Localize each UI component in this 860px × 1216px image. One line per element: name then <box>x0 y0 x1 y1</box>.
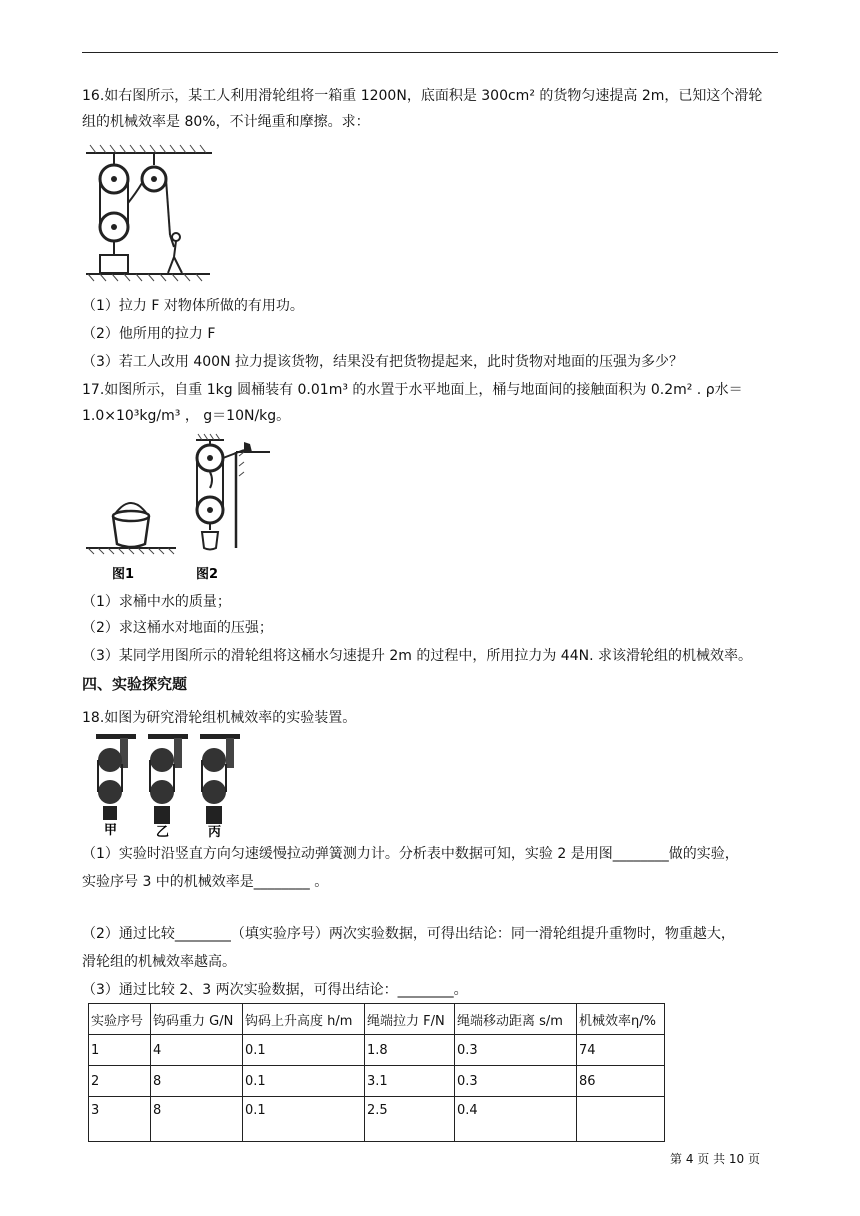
section4-title: 四、实验探究题 <box>82 675 188 693</box>
q17-sub2: （2）求这桶水对地面的压强； <box>82 620 273 636</box>
table-cell: 1 <box>89 1035 151 1066</box>
header-rule <box>82 52 778 53</box>
header-trial-no: 实验序号 <box>89 1004 151 1035</box>
table-cell: 2.5 <box>365 1097 455 1142</box>
table-cell: 1.8 <box>365 1035 455 1066</box>
q18-stem: 18.如图为研究滑轮组机械效率的实验装置。 <box>82 710 357 726</box>
experiment-data-table <box>88 1003 665 1142</box>
q17-fig1-label: 图1 <box>112 567 135 582</box>
q18-sub1-line1: （1）实验时沿竖直方向匀速缓慢拉动弹簧测力计。分析表中数据可知，实验 2 是用图________做的实验， <box>82 846 739 862</box>
q18-sub2-line1: （2）通过比较________（填实验序号）两次实验数据，可得出结论：同一滑轮组提升重物时，物重越大， <box>82 926 735 942</box>
table-cell: 86 <box>577 1066 665 1097</box>
q16-sub1: （1）拉力 F 对物体所做的有用功。 <box>82 298 304 314</box>
q17-sub3: （3）某同学用图所示的滑轮组将这桶水匀速提升 2m 的过程中，所用拉力为 44N. 求该滑轮组的机械效率。 <box>82 648 752 664</box>
q17-figures <box>84 432 274 584</box>
q17-fig2-label: 图2 <box>196 567 219 582</box>
q18-apparatus-figure <box>90 730 250 838</box>
header-pull-force: 绳端拉力 F/N <box>365 1004 455 1035</box>
table-cell: 3 <box>89 1097 151 1142</box>
table-cell: 0.4 <box>455 1097 577 1142</box>
q18-sub1-line2: 实验序号 3 中的机械效率是________ 。 <box>82 874 329 890</box>
table-row <box>89 1066 665 1097</box>
q17-stem-line2: 1.0×10³kg/m³ ， g＝10N/kg。 <box>82 408 291 424</box>
table-cell: 0.1 <box>243 1097 365 1142</box>
table-cell: 0.3 <box>455 1066 577 1097</box>
header-weight: 钩码重力 G/N <box>151 1004 243 1035</box>
table-cell: 2 <box>89 1066 151 1097</box>
apparatus-jia <box>96 734 136 838</box>
table-cell: 8 <box>151 1066 243 1097</box>
q17-stem-line1: 17.如图所示，自重 1kg 圆桶装有 0.01m³ 的水置于水平地面上，桶与地面间的接触面积为 0.2m² . ρ水＝ <box>82 382 743 398</box>
header-height: 钩码上升高度 h/m <box>243 1004 365 1035</box>
table-cell: 74 <box>577 1035 665 1066</box>
q17-sub1: （1）求桶中水的质量； <box>82 594 231 610</box>
table-row <box>89 1097 665 1142</box>
page-footer: 第 4 页 共 10 页 <box>670 1152 760 1166</box>
header-efficiency: 机械效率η/% <box>577 1004 665 1035</box>
table-header-row <box>89 1004 665 1035</box>
apparatus-label-jia: 甲 <box>104 823 118 838</box>
table-cell: 0.3 <box>455 1035 577 1066</box>
q16-stem-line2: 组的机械效率是 80%，不计绳重和摩擦。求： <box>82 114 370 130</box>
table-row <box>89 1035 665 1066</box>
apparatus-yi <box>148 734 188 838</box>
table-cell: 4 <box>151 1035 243 1066</box>
q16-sub2: （2）他所用的拉力 F <box>82 326 216 342</box>
header-rope-distance: 绳端移动距离 s/m <box>455 1004 577 1035</box>
table-cell: 3.1 <box>365 1066 455 1097</box>
table-cell: 8 <box>151 1097 243 1142</box>
q18-sub2-line2: 滑轮组的机械效率越高。 <box>82 954 236 970</box>
q18-sub3: （3）通过比较 2、3 两次实验数据，可得出结论：________。 <box>82 982 468 998</box>
table-cell: 0.1 <box>243 1035 365 1066</box>
q16-stem-line1: 16.如右图所示，某工人利用滑轮组将一箱重 1200N，底面积是 300cm² 的货物匀速提高 2m，已知这个滑轮 <box>82 88 763 104</box>
q16-sub3: （3）若工人改用 400N 拉力提该货物，结果没有把货物提起来，此时货物对地面的压强为多少？ <box>82 354 683 370</box>
table-cell: 0.1 <box>243 1066 365 1097</box>
apparatus-bing <box>200 734 240 838</box>
apparatus-label-yi: 乙 <box>156 825 170 838</box>
table-cell <box>577 1097 665 1142</box>
q16-pulley-figure <box>84 143 216 283</box>
apparatus-label-bing: 丙 <box>208 825 222 838</box>
